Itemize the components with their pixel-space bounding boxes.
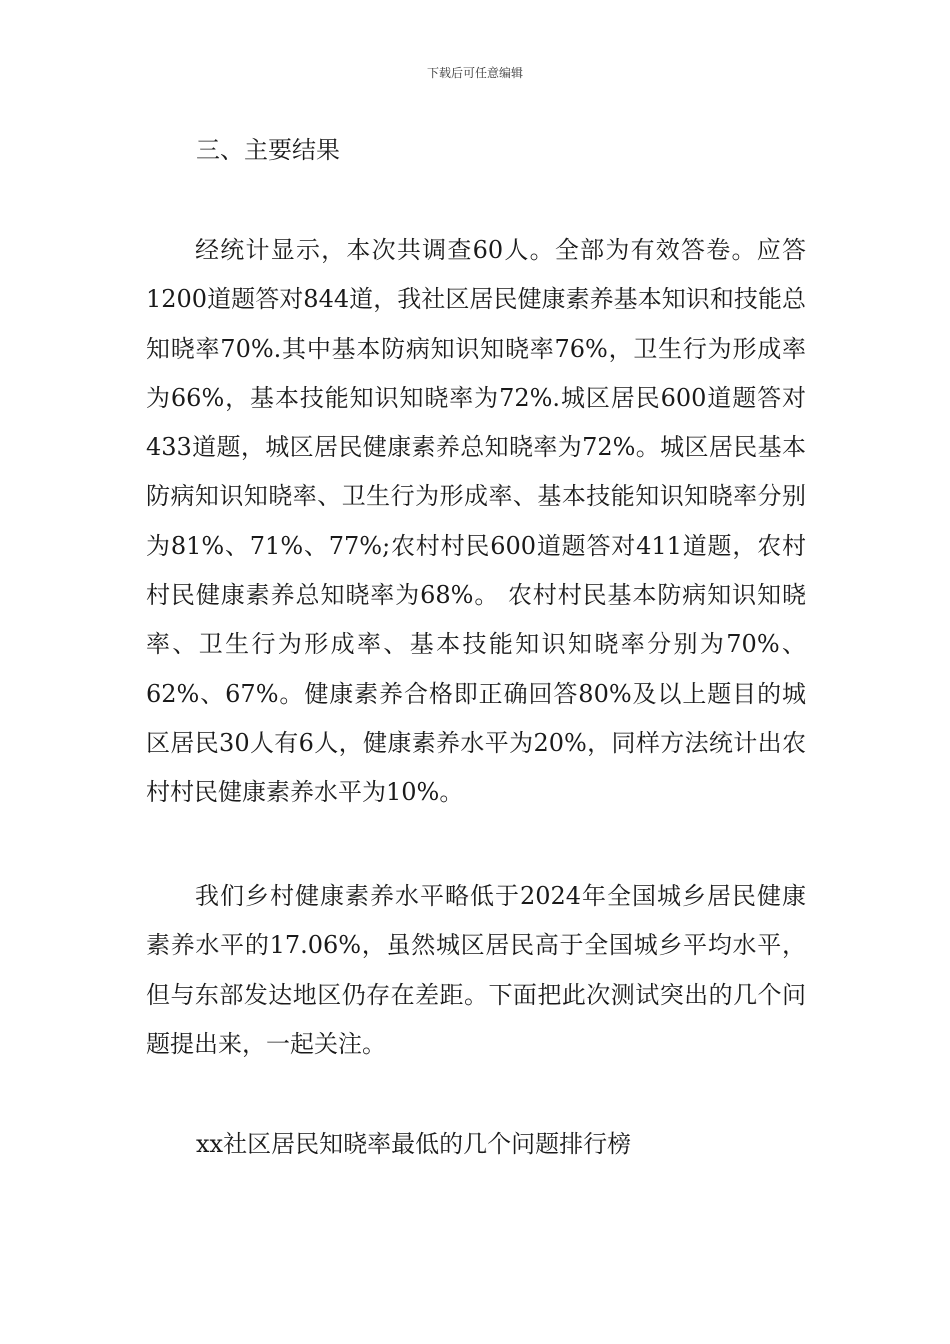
paragraph-comparison: 我们乡村健康素养水平略低于2024年全国城乡居民健康素养水平的17.06%，虽然城区居民高于全国城乡平均水平，但与东部发达地区仍存在差距。下面把此次测试突出的几个问题提出来，一起关注。 bbox=[146, 882, 806, 1058]
header-note: 下载后可任意编辑 bbox=[426, 66, 523, 80]
section-heading: 三、主要结果 bbox=[196, 136, 340, 164]
ranking-heading: xx社区居民知晓率最低的几个问题排行榜 bbox=[196, 1130, 632, 1158]
paragraph-results: 经统计显示，本次共调查60人。全部为有效答卷。应答1200道题答对844道，我社区居民健康素养基本知识和技能总知晓率70%.其中基本防病知识知晓率76%，卫生行为形成率为66%，基本技能知识知晓率为72%.城区居民600道题答对433道题，城区居民健康素养总知晓率为72%。城区居民基本防病知识知晓率、卫生行为形成率、基本技能知识知晓率分别为81%、71%、77%;农村村民600道题答对411道题，农村村民健康素养总知晓率为68%。 农村村民基本防病知识知晓率、卫生行为形成率、基本技能知识知晓率分别为70%、62%、67%。健康素养合格即正确回答80%及以上题目的城区居民30人有6人，健康素养水平为20%，同样方法统计出农村村民健康素养水平为10%。 bbox=[146, 236, 806, 807]
